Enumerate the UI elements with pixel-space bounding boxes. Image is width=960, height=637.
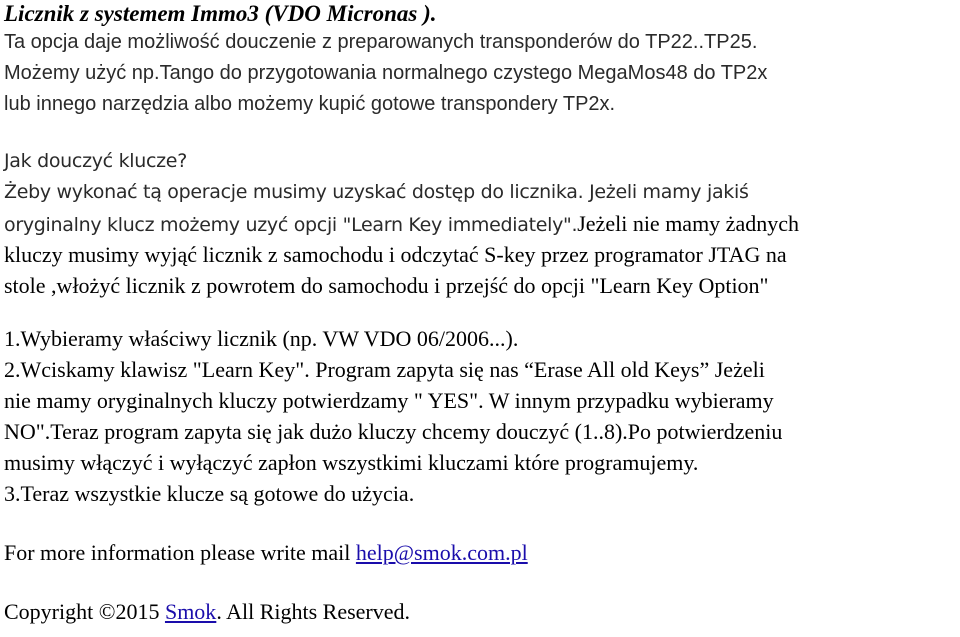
step-2-line-2: nie mamy oryginalnych kluczy potwierdzamy " YES". W innym przypadku wybieramy xyxy=(4,388,774,413)
instruction-line-1: Żeby wykonać tą operacje musimy uzyskać dostęp do licznika. Jeżeli mamy jakiś xyxy=(4,181,749,203)
intro-line-3: lub innego narzędzia albo możemy kupić gotowe transpondery TP2x. xyxy=(4,93,616,115)
intro-line-2: Możemy użyć np.Tango do przygotowania normalnego czystego MegaMos48 do TP2x xyxy=(4,62,768,84)
step-3: 3.Teraz wszystkie klucze są gotowe do użycia. xyxy=(4,481,415,506)
question-heading: Jak douczyć klucze? xyxy=(4,150,187,172)
contact-text: For more information please write mail xyxy=(4,540,356,565)
step-2-line-3-end: Po potwierdzeniu xyxy=(627,419,783,444)
contact-email-link[interactable]: help@smok.com.pl xyxy=(355,540,528,565)
copyright-line xyxy=(4,596,958,627)
step-2-line-4: musimy włączyć i wyłączyć zapłon wszystkimi kluczami które programujemy. xyxy=(4,450,699,475)
step-2-line-3-start: NO".Teraz program zapyta się jak dużo kluczy chcemy douczyć (1..8). xyxy=(4,419,628,444)
intro-line-1: Ta opcja daje możliwość douczenie z preparowanych transponderów do TP22..TP25. xyxy=(4,31,758,53)
step-2-line-3 xyxy=(4,416,958,447)
step-2-line-1-end: Program zapyta się nas “Erase All old Keys” Jeżeli xyxy=(309,357,765,382)
step-1: 1.Wybieramy właściwy licznik (np. VW VDO 06/2006...). xyxy=(4,326,519,351)
instruction-line-2 xyxy=(4,208,958,239)
contact-line xyxy=(4,537,958,568)
copyright-suffix: . All Rights Reserved. xyxy=(216,599,411,624)
step-2-line-1-start: 2.Wciskamy klawisz "Learn Key". xyxy=(4,357,310,382)
smok-link[interactable]: Smok xyxy=(164,599,217,624)
instruction-line-2-start: oryginalny klucz możemy uzyć opcji "Learn Key immediately". xyxy=(4,214,578,236)
document-title: Licznik z systemem Immo3 (VDO Micronas ). xyxy=(4,1,437,26)
step-2-line-1 xyxy=(4,354,958,385)
document xyxy=(4,0,958,627)
instruction-line-2-end: Jeżeli nie mamy żadnych xyxy=(577,211,799,236)
copyright-prefix: Copyright ©2015 xyxy=(4,599,165,624)
instruction-line-4: stole ,włożyć licznik z powrotem do samochodu i przejść do opcji "Learn Key Option" xyxy=(4,273,769,298)
instruction-line-3: kluczy musimy wyjąć licznik z samochodu i odczytać S-key przez programator JTAG na xyxy=(4,242,787,267)
